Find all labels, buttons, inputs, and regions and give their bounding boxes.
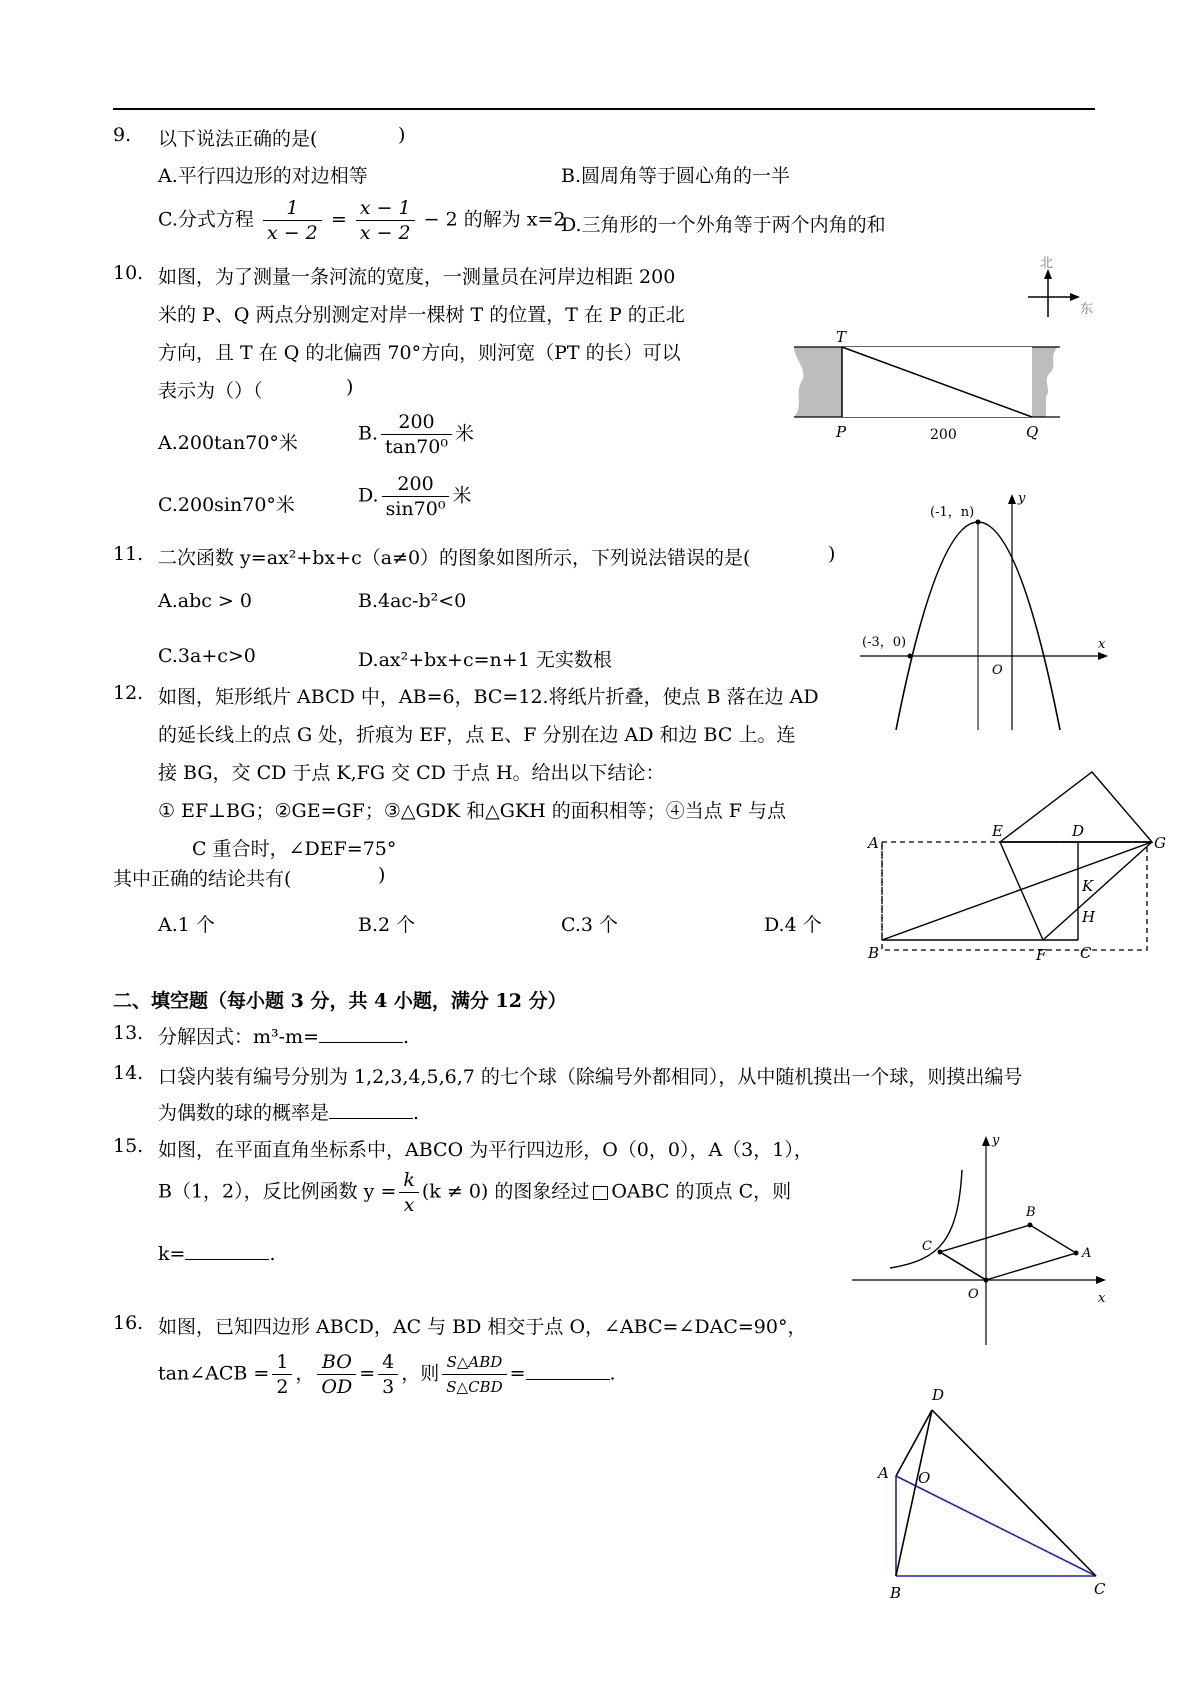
denominator: OD [321,1376,353,1398]
question-text: k= [158,1243,186,1265]
option-c-prefix: C.分式方程 [158,208,254,231]
point-B-label: B [1026,1205,1036,1220]
numerator: 200 [382,472,450,497]
fraction [381,410,452,459]
question-line: 接 BG，交 CD 于点 K,FG 交 CD 于点 H。给出以下结论： [158,762,665,784]
point-F-label: F [1036,946,1047,964]
option-c: C.3 个 [561,914,619,936]
question-line [158,1168,791,1217]
point-C-label: C [1094,1580,1106,1598]
point-C-label: C [922,1239,932,1254]
answer-blank[interactable] [526,1360,610,1380]
numerator: BO [317,1350,356,1375]
question-text: 为偶数的球的概率是 [158,1102,330,1124]
question-stem: 二次函数 y=ax²+bx+c（a≠0）的图象如图所示，下列说法错误的是( [158,547,751,569]
question-line: 如图，为了测量一条河流的宽度，一测量员在河岸边相距 200 [158,266,676,288]
question-text: B（1，2），反比例函数 y = [158,1180,397,1203]
answer-paren-close: ) [398,124,406,146]
root-label: (-3，0) [862,635,907,650]
point-O-label: O [918,1469,931,1487]
parallelogram-OABC [940,1225,1076,1280]
question-line: 方向，且 T 在 Q 的北偏西 70°方向，则河宽（PT 的长）可以 [158,342,681,364]
question-number: 13. [113,1022,144,1044]
segment-BD [896,1410,932,1576]
question-text: 分解因式：m³-m= [158,1026,319,1048]
question-line [158,1240,275,1265]
denominator: x − 2 [359,222,411,244]
option-b: B.4ac-b²<0 [358,590,467,612]
numerator: 1 [272,1350,292,1375]
question-line: 口袋内装有编号分别为 1,2,3,4,5,6,7 的七个球（除编号外都相同），从中随机摸出一个球，则摸出编号 [158,1066,1023,1088]
option-a: A.abc > 0 [158,590,252,612]
question-number: 10. [113,262,144,284]
denominator: sin70⁰ [385,498,446,520]
compass-rose [1028,256,1093,317]
point-P-label: P [836,423,847,441]
crease-EF [1000,842,1043,940]
answer-blank[interactable] [319,1023,403,1043]
numerator: 4 [378,1350,398,1375]
point-A-label: A [878,1464,889,1482]
fraction [272,1350,292,1399]
option-a: A.平行四边形的对边相等 [158,165,368,187]
x-axis-label: x [1098,1291,1106,1306]
point-H-label: H [1082,908,1096,926]
option-d: D.三角形的一个外角等于两个内角的和 [561,214,886,236]
y-axis-label: y [1018,491,1026,506]
segment-AD [896,1410,932,1476]
east-label: 东 [1080,302,1094,317]
answer-paren-close: ) [378,864,386,886]
question-line: 如图，矩形纸片 ABCD 中，AB=6，BC=12.将纸片折叠，使点 B 落在边 AD [158,686,819,708]
option-b: B.2 个 [358,914,416,936]
option-b-suffix: 米 [455,422,475,445]
question-line [158,1098,419,1125]
y-axis-label: y [992,1133,1000,1148]
question-number: 15. [113,1135,144,1157]
numerator: 200 [381,410,452,435]
numerator: S△ABD [442,1350,506,1375]
answer-paren-close: ) [828,543,836,565]
denominator: x [403,1194,415,1216]
point-A-label: A [868,834,879,852]
question-stem [158,1022,409,1049]
option-b: B.圆周角等于圆心角的一半 [561,165,791,187]
question-number: 9. [113,124,132,146]
fraction [442,1350,506,1399]
fraction [356,196,415,245]
fraction [382,472,450,521]
north-label: 北 [1040,256,1054,271]
period: . [413,1102,420,1124]
question-line [158,1350,616,1399]
parallelogram-symbol [593,1186,608,1200]
numerator: k [399,1168,419,1193]
option-b-prefix: B. [358,422,379,445]
question-line: ① EF⊥BG；②GE=GF；③△GDK 和△GKH 的面积相等；④当点 F 与点 [158,800,786,822]
equals-sign: = [359,1362,376,1385]
denominator: x − 2 [266,222,318,244]
period: . [269,1243,276,1265]
question-line: 如图，在平面直角坐标系中，ABCO 为平行四边形，O（0，0），A（3，1）， [158,1139,813,1161]
point-K-label: K [1082,877,1094,895]
distance-label: 200 [930,427,957,443]
quadrilateral-figure [870,1380,1110,1610]
option-d: D.ax²+bx+c=n+1 无实数根 [358,649,612,671]
point-B-label: B [868,944,880,962]
denominator: tan70⁰ [385,436,449,458]
equals-sign: = [509,1362,526,1385]
option-d-prefix: D. [358,484,379,507]
answer-blank[interactable] [329,1099,413,1119]
origin-label: O [968,1287,979,1302]
equals-sign: = [330,208,347,231]
period: . [403,1026,410,1048]
origin-label: O [992,663,1003,678]
question-text: OABC 的顶点 C，则 [611,1180,792,1203]
point-Q-label: Q [1026,423,1039,441]
question-line: 其中正确的结论共有( [113,868,292,890]
question-text: ，则 [401,1362,440,1385]
answer-blank[interactable] [185,1240,269,1260]
numerator: 1 [263,196,322,221]
parallelogram-figure [850,1130,1110,1350]
vertex-label: (-1，n) [930,505,975,520]
segment-AC [896,1476,1096,1576]
denominator: 2 [276,1376,289,1398]
question-number: 12. [113,682,144,704]
option-c: C.200sin70°米 [158,494,295,516]
option-c [158,196,566,245]
option-a: A.1 个 [158,914,215,936]
point-D-label: D [1072,822,1085,840]
point-C-label: C [1080,944,1092,962]
question-number: 16. [113,1312,144,1334]
separator: ， [295,1362,315,1385]
river-figure [790,255,1100,445]
answer-paren-close: ) [346,376,354,398]
x-axis-label: x [1098,637,1106,652]
option-a: A.200tan70°米 [158,432,298,454]
point-E-label: E [992,822,1003,840]
point-T-label: T [836,328,847,346]
numerator: x − 1 [356,196,415,221]
section-title: 二、填空题（每小题 3 分，共 4 小题，满分 12 分） [113,990,567,1012]
option-c: C.3a+c>0 [158,645,256,667]
question-text: tan∠ACB = [158,1362,270,1385]
option-d: D.4 个 [764,914,822,936]
question-text: (k ≠ 0) 的图象经过 [421,1180,590,1203]
option-c-suffix: − 2 的解为 x=2 [423,208,566,231]
segment-DC [932,1410,1096,1576]
question-number: 14. [113,1062,144,1084]
point-D-label: D [932,1386,945,1404]
segment-FG [1043,842,1152,940]
fraction [317,1350,356,1399]
denominator: S△CBD [446,1378,503,1396]
option-d-suffix: 米 [452,484,472,507]
question-number: 11. [113,543,144,565]
parabola-figure [860,490,1110,740]
fraction [399,1168,419,1217]
period: . [609,1362,616,1385]
question-line: C 重合时，∠DEF=75° [192,838,397,860]
point-B-label: B [890,1584,902,1602]
segment-BG [882,842,1152,940]
question-line: 如图，已知四边形 ABCD，AC 与 BD 相交于点 O，∠ABC=∠DAC=90°， [158,1316,807,1338]
fraction [378,1350,398,1399]
option-b [358,410,474,459]
header-rule [113,108,1095,110]
question-line: 的延长线上的点 G 处，折痕为 EF，点 E、F 分别在边 AD 和边 BC 上。连 [158,724,796,746]
point-G-label: G [1154,834,1166,852]
question-line: 表示为（）（ [158,380,263,402]
option-d [358,472,471,521]
point-A-label: A [1082,1246,1092,1261]
denominator: 3 [382,1376,395,1398]
question-stem: 以下说法正确的是( [158,128,318,150]
question-line: 米的 P、Q 两点分别测定对岸一棵树 T 的位置，T 在 P 的正北 [158,304,685,326]
folding-figure [860,760,1166,964]
fraction [263,196,322,245]
